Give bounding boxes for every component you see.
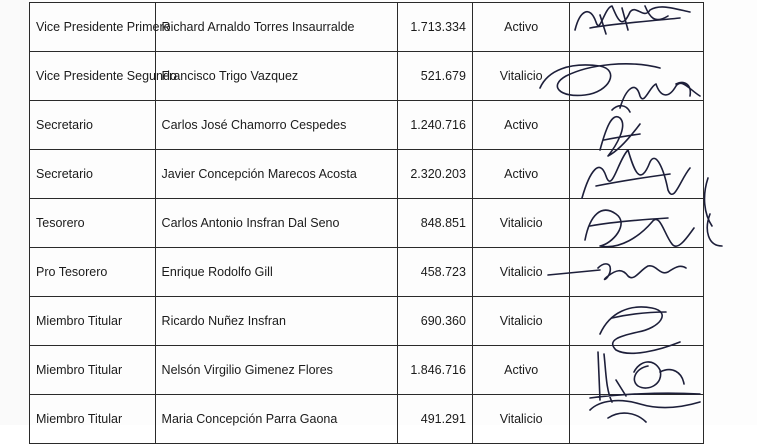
name-cell: Francisco Trigo Vazquez [155, 52, 397, 101]
votes-cell: 1.240.716 [397, 101, 472, 150]
table-row [30, 395, 704, 444]
name-cell: Enrique Rodolfo Gill [155, 248, 397, 297]
status-cell: Activo [472, 346, 569, 395]
role-cell: Vice Presidente Segundo [30, 52, 156, 101]
name-cell: Javier Concepción Marecos Acosta [155, 150, 397, 199]
role-cell: Secretario [30, 101, 156, 150]
signature-cell [570, 101, 704, 150]
signature-cell [570, 346, 704, 395]
votes-cell: 491.291 [397, 395, 472, 444]
page-margin [0, 0, 30, 425]
votes-cell: 1.846.716 [397, 346, 472, 395]
table-row [30, 101, 704, 150]
role-cell: Tesorero [30, 199, 156, 248]
name-cell: Richard Arnaldo Torres Insaurralde [155, 3, 397, 52]
table-row [30, 150, 704, 199]
signature-cell [570, 248, 704, 297]
name-cell: Nelsón Virgilio Gimenez Flores [155, 346, 397, 395]
table-row [30, 199, 704, 248]
status-cell: Activo [472, 150, 569, 199]
role-cell: Miembro Titular [30, 297, 156, 346]
votes-cell: 690.360 [397, 297, 472, 346]
signature-cell [570, 150, 704, 199]
table-row [30, 346, 704, 395]
signature-cell [570, 297, 704, 346]
role-cell: Vice Presidente Primero [30, 3, 156, 52]
name-cell: Carlos Antonio Insfran Dal Seno [155, 199, 397, 248]
status-cell: Vitalicio [472, 199, 569, 248]
role-cell: Miembro Titular [30, 395, 156, 444]
votes-cell: 1.713.334 [397, 3, 472, 52]
signature-cell [570, 395, 704, 444]
roster-table [29, 2, 704, 444]
signature-cell [570, 3, 704, 52]
votes-cell: 2.320.203 [397, 150, 472, 199]
votes-cell: 458.723 [397, 248, 472, 297]
name-cell: Carlos José Chamorro Cespedes [155, 101, 397, 150]
status-cell: Activo [472, 3, 569, 52]
votes-cell: 848.851 [397, 199, 472, 248]
status-cell: Vitalicio [472, 297, 569, 346]
role-cell: Pro Tesorero [30, 248, 156, 297]
signature-cell [570, 199, 704, 248]
table-row [30, 297, 704, 346]
signature-cell [570, 52, 704, 101]
name-cell: Maria Concepción Parra Gaona [155, 395, 397, 444]
votes-cell: 521.679 [397, 52, 472, 101]
status-cell: Activo [472, 101, 569, 150]
table-row [30, 52, 704, 101]
status-cell: Vitalicio [472, 52, 569, 101]
name-cell: Ricardo Nuñez Insfran [155, 297, 397, 346]
table-row [30, 3, 704, 52]
table-row [30, 248, 704, 297]
role-cell: Secretario [30, 150, 156, 199]
status-cell: Vitalicio [472, 395, 569, 444]
status-cell: Vitalicio [472, 248, 569, 297]
role-cell: Miembro Titular [30, 346, 156, 395]
